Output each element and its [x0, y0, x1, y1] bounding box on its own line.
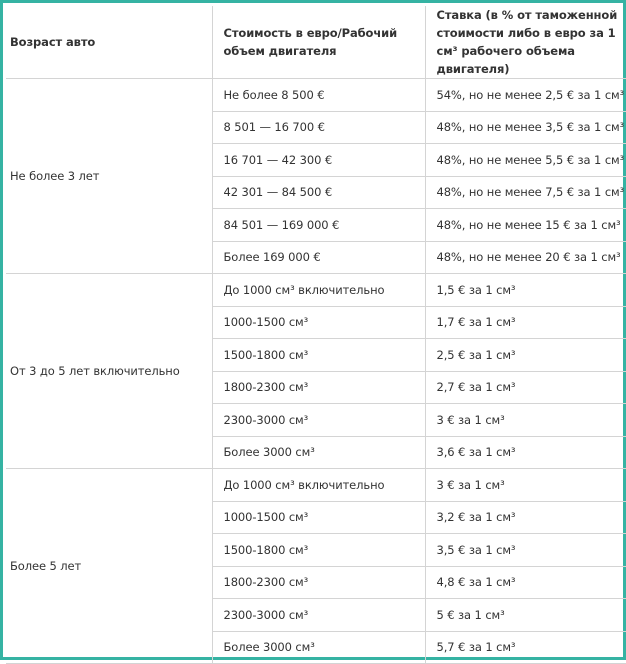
range-cell: 1800-2300 см³: [212, 566, 425, 599]
age-group-cell: Более 5 лет: [6, 469, 212, 664]
range-cell: 2300-3000 см³: [212, 404, 425, 437]
rate-cell: 5,7 € за 1 см³: [425, 631, 626, 664]
range-cell: 8 501 — 16 700 €: [212, 111, 425, 144]
table-row: [6, 79, 626, 112]
rate-cell: 48%, но не менее 3,5 € за 1 см³: [425, 111, 626, 144]
range-cell: 16 701 — 42 300 €: [212, 144, 425, 177]
rate-cell: 3,5 € за 1 см³: [425, 534, 626, 567]
range-cell: 1500-1800 см³: [212, 339, 425, 372]
range-cell: 2300-3000 см³: [212, 599, 425, 632]
rate-cell: 3,6 € за 1 см³: [425, 436, 626, 469]
header-cost: Стоимость в евро/Рабочий объем двигателя: [212, 6, 425, 79]
rate-cell: 2,5 € за 1 см³: [425, 339, 626, 372]
range-cell: Более 3000 см³: [212, 631, 425, 664]
range-cell: Более 169 000 €: [212, 241, 425, 274]
table-row: [6, 274, 626, 307]
customs-rates-table: [6, 6, 626, 664]
range-cell: 1800-2300 см³: [212, 371, 425, 404]
range-cell: До 1000 см³ включительно: [212, 469, 425, 502]
rate-cell: 48%, но не менее 20 € за 1 см³: [425, 241, 626, 274]
range-cell: Не более 8 500 €: [212, 79, 425, 112]
range-cell: 1000-1500 см³: [212, 501, 425, 534]
range-cell: 1000-1500 см³: [212, 306, 425, 339]
range-cell: До 1000 см³ включительно: [212, 274, 425, 307]
rate-cell: 5 € за 1 см³: [425, 599, 626, 632]
age-group-cell: Не более 3 лет: [6, 79, 212, 274]
range-cell: 42 301 — 84 500 €: [212, 176, 425, 209]
age-group-cell: От 3 до 5 лет включительно: [6, 274, 212, 469]
rate-cell: 48%, но не менее 15 € за 1 см³: [425, 209, 626, 242]
rate-cell: 3,2 € за 1 см³: [425, 501, 626, 534]
rate-cell: 48%, но не менее 7,5 € за 1 см³: [425, 176, 626, 209]
range-cell: 1500-1800 см³: [212, 534, 425, 567]
range-cell: 84 501 — 169 000 €: [212, 209, 425, 242]
rate-cell: 48%, но не менее 5,5 € за 1 см³: [425, 144, 626, 177]
header-row: [6, 6, 626, 79]
range-cell: Более 3000 см³: [212, 436, 425, 469]
header-rate: Ставка (в % от таможенной стоимости либо в евро за 1 см³ рабочего объема двигателя): [425, 6, 626, 79]
rate-cell: 1,5 € за 1 см³: [425, 274, 626, 307]
rate-cell: 3 € за 1 см³: [425, 469, 626, 502]
header-age: Возраст авто: [6, 6, 212, 79]
rate-cell: 3 € за 1 см³: [425, 404, 626, 437]
rate-cell: 54%, но не менее 2,5 € за 1 см³: [425, 79, 626, 112]
rate-cell: 4,8 € за 1 см³: [425, 566, 626, 599]
rate-cell: 1,7 € за 1 см³: [425, 306, 626, 339]
table-row: [6, 469, 626, 502]
rate-cell: 2,7 € за 1 см³: [425, 371, 626, 404]
